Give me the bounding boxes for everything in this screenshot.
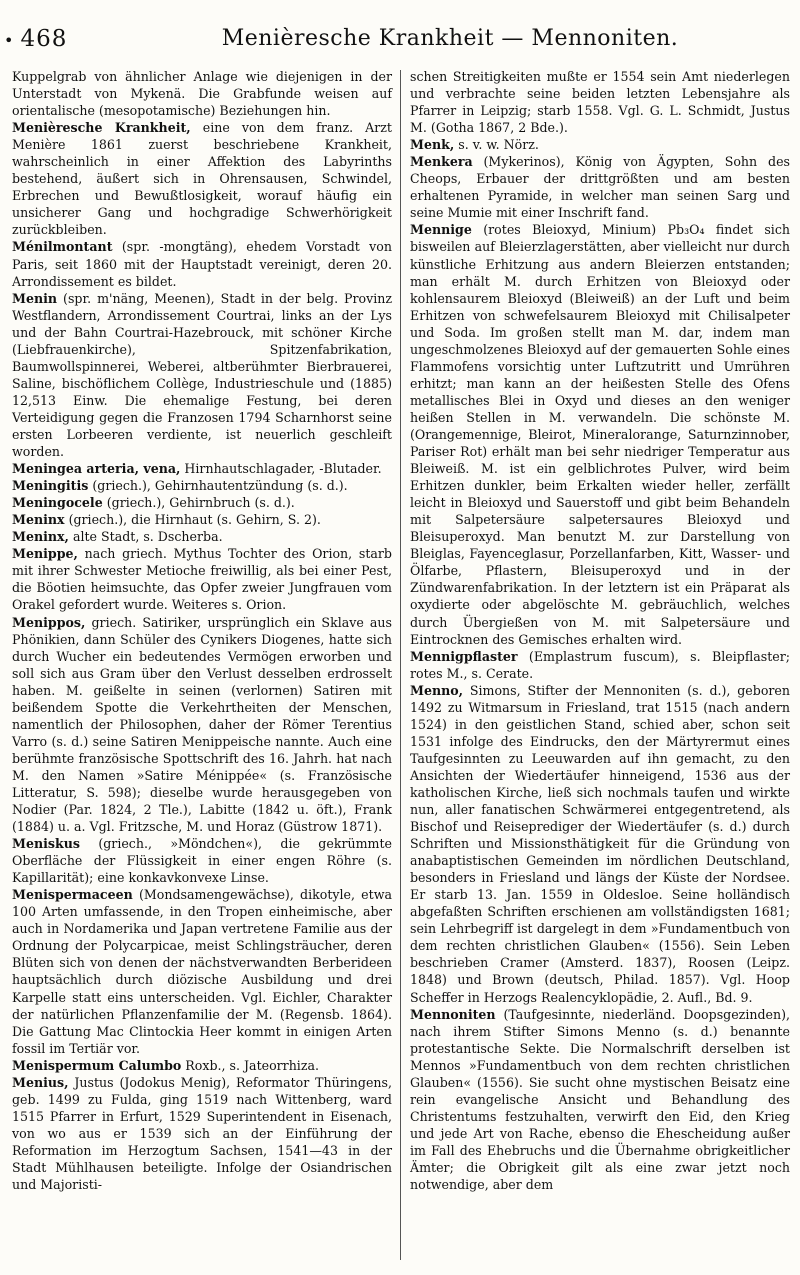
entry-mennoniten: [410, 1006, 790, 1194]
page-number: • 468: [4, 26, 67, 52]
entry-headword: Menispermum Calumbo: [12, 1057, 182, 1073]
entry-meninx-stadt: [12, 528, 392, 545]
entry-continuation: [410, 68, 790, 136]
entry-headword: Menippos,: [12, 614, 86, 630]
entry-text: Justus (Jodokus Menig), Reformator Thüringens, geb. 1499 zu Fulda, ging 1519 nach Wittenberg, ward 1515 Pfarrer in Erfurt, 1529 Superintendent in Eisenach, von wo aus er 1539 sich an der Einführung der Reformation im Herzogtum Sachsen, 1541—43 in der Stadt Mühlhausen beteiligte. Infolge der Osiandrischen und Majoristi-: [12, 1074, 392, 1193]
entry-headword: Mennige: [410, 222, 472, 238]
entry-menno: [410, 682, 790, 1006]
entry-text: alte Stadt, s. Dscherba.: [68, 529, 223, 545]
entry-headword: Meniskus: [12, 836, 80, 852]
column-divider: [400, 70, 401, 1260]
entry-meningitis: [12, 477, 392, 494]
entry-meniskus: [12, 835, 392, 886]
entry-headword: Mennoniten: [410, 1006, 496, 1022]
entry-headword: Meningea arteria, vena,: [12, 461, 181, 477]
entry-headword: Menno,: [410, 682, 464, 698]
entry-menkera: [410, 153, 790, 221]
entry-headword: Menius,: [12, 1074, 69, 1090]
entry-text: Simons, Stifter der Mennoniten (s. d.), geboren 1492 zu Witmarsum in Friesland, trat 1515 (nach andern 1524) in den geistlichen Stand, schied aber, schon seit 1531 infolge des Eindrucks, den der Märtyrermut eines Taufgesinnten zu Leeuwarden auf ihn gemacht, zu den Ansichten der Wiedertäufer hinneigend, 1536 aus der katholischen Kirche, ließ sich nochmals taufen und wirkte nun, aller fanatischen Schwärmerei entgegentretend, als Bischof und Reiseprediger der Wiedertäufer (s. d.) durch Schriften und Missionsthätigkeit für die Gründung von anabaptistischen Gemeinden im nördlichen Deutschland, besonders in Friesland und längs der Küste der Nordsee. Er starb 13. Jan. 1559 in Oldesloe. Seine holländisch abgefaßten Schriften erschienen am vollständigsten 1681; sein Lehrbegriff ist dargelegt in dem »Fundamentbuch von dem rechten christlichen Glauben« (1556). Sein Leben beschrieben Cramer (Amsterd. 1837), Roosen (Leipz. 1848) und Brown (deutsch, Philad. 1857). Vgl. Hoop Scheffer in Herzogs Realencyklopädie, 2. Aufl., Bd. 9.: [410, 682, 790, 1005]
entry-text: (griech.), die Hirnhaut (s. Gehirn, S. 2).: [64, 512, 321, 528]
entry-text: (griech., »Möndchen«), die gekrümmte Oberfläche der Flüssigkeit in einer engen Röhre (s. Kapillarität); eine konkavkonvexe Linse.: [12, 836, 392, 886]
page-header: [0, 22, 800, 58]
entry-headword: Menippe,: [12, 546, 78, 562]
entry-text: (griech.), Gehirnbruch (s. d.).: [102, 495, 295, 511]
entry-text: (spr. -mongtäng), ehedem Vorstadt von Paris, seit 1860 mit der Hauptstadt vereinigt, deren 20. Arrondissement es bildet.: [12, 239, 392, 289]
entry-headword: Meninx,: [12, 529, 69, 545]
entry-continuation: [12, 68, 392, 119]
entry-text: (griech.), Gehirnhautentzündung (s. d.).: [88, 478, 348, 494]
entry-text: Kuppelgrab von ähnlicher Anlage wie diejenigen in der Unterstadt von Mykenä. Die Grabfunde weisen auf orientalische (mesopotamische) Beziehungen hin.: [12, 69, 392, 119]
entry-meningocele: [12, 494, 392, 511]
entry-headword: Menkera: [410, 154, 473, 170]
entry-headword: Meningocele: [12, 495, 103, 511]
entry-text: (Taufgesinnte, niederländ. Doopsgezinden), nach ihrem Stifter Simons Menno (s. d.) benannte protestantische Sekte. Die Normalschrift derselben ist Mennos »Fundamentbuch von dem rechten christlichen Glauben« (1556). Sie sucht ohne mystischen Beisatz eine rein evangelische Ansicht und Behandlung des Christentums festzuhalten, verwirft den Eid, den Krieg und jede Art von Rache, ebenso die Ehescheidung außer im Fall des Ehebruchs und die Übernahme obrigkeitlicher Ämter; die Obrigkeit gilt als eine zwar jetzt noch notwendige, aber dem: [410, 1006, 790, 1193]
entry-menius: [12, 1074, 392, 1193]
entry-menispermum: [12, 1057, 392, 1074]
entry-text: s. v. w. Nörz.: [454, 137, 539, 153]
entry-headword: Ménilmontant: [12, 239, 113, 255]
entry-text: schen Streitigkeiten mußte er 1554 sein Amt niederlegen und verbrachte seine beiden letzten Lebensjahre als Pfarrer in Leipzig; starb 1558. Vgl. G. L. Schmidt, Justus M. (Gotha 1867, 2 Bde.).: [410, 69, 790, 136]
entry-mennige: [410, 221, 790, 647]
left-column: [12, 68, 392, 1193]
entry-meningea: [12, 460, 392, 477]
entry-headword: Menièresche Krankheit,: [12, 120, 191, 136]
entry-menilmontant: [12, 238, 392, 289]
entry-menin: [12, 290, 392, 460]
entry-headword: Menin: [12, 290, 58, 306]
entry-mennigpflaster: [410, 648, 790, 682]
entry-text: Roxb., s. Jateorrhiza.: [181, 1057, 319, 1073]
entry-headword: Menispermaceen: [12, 887, 133, 903]
entry-text: (rotes Bleioxyd, Minium) Pb₃O₄ findet sich bisweilen auf Bleierzlagerstätten, aber vielleicht nur durch künstliche Erhitzung aus andern Bleierzen entstanden; man erhält M. durch Erhitzen von Bleioxyd oder kohlensaurem Bleioxyd (Bleiweiß) an der Luft und beim Erhitzen von schwefelsaurem Bleioxyd mit Chilisalpeter und Soda. Im großen stellt man M. dar, indem man ungeschmolzenes Bleioxyd auf der gemauerten Sohle eines Flammofens vorsichtig unter Luftzutritt und Umrühren erhitzt; man kann an der heißesten Stelle des Ofens metallisches Blei in Oxyd und dieses an den weniger heißen Stellen in M. verwandeln. Die schönste M. (Orangemennige, Bleirot, Mineralorange, Saturnzinnober, Pariser Rot) erhält man bei sehr niedriger Temperatur aus Bleiweiß. M. ist ein gelblichrotes Pulver, wird beim Erhitzen dunkler, beim Erkalten wieder heller, zerfällt leicht in Bleioxyd und Sauerstoff und gibt beim Behandeln mit Salpetersäure salpetersaures Bleioxyd und Bleisuperoxyd. Man benutzt M. zur Darstellung von Bleiglas, Fayenceglasur, Porzellanfarben, Kitt, Wasser- und Ölfarbe, Pflastern, Bleisuperoxyd und in der Zündwarenfabrikation. In der letztern ist ein Präparat als oxydierte oder abgelöschte M. gebräuchlich, welches durch Übergießen von M. mit Salpetersäure und Eintrocknen des Gemisches erhalten wird.: [410, 222, 790, 647]
right-column: [410, 68, 790, 1193]
entry-text: (spr. m'näng, Meenen), Stadt in der belg. Provinz Westflandern, Arrondissement Courtrai, links an der Lys und der Bahn Courtrai-Hazebrouck, mit schöner Kirche (Liebfrauenkirche), Spitzenfabrikation, Baumwollspinnerei, Weberei, altberühmter Bierbrauerei, Saline, bischöflichem Collège, Industrieschule und (1885) 12,513 Einw. Die ehemalige Festung, bei deren Verteidigung gegen die Franzosen 1794 Scharnhorst seine ersten Lorbeeren verdiente, ist neuerlich geschleift worden.: [12, 290, 392, 460]
entry-menk: [410, 136, 790, 153]
entry-headword: Meninx: [12, 512, 65, 528]
entry-text: eine von dem franz. Arzt Menière 1861 zuerst beschriebene Krankheit, wahrscheinlich in einer Affektion des Labyrinths bestehend, äußert sich in Ohrensausen, Schwindel, Erbrechen und Bewußtlosigkeit, worauf häufig ein unsicherer Gang und hochgradige Schwerhörigkeit zurückbleiben.: [12, 120, 392, 238]
entry-menippe: [12, 545, 392, 613]
entry-headword: Mennigpflaster: [410, 648, 518, 664]
entry-text: griech. Satiriker, ursprünglich ein Sklave aus Phönikien, dann Schüler des Cynikers Diogenes, hatte sich durch Wucher ein bedeutendes Vermögen erworben und soll sich aus Gram über den Verlust desselben erdrosselt haben. M. geißelte in seinen (verlornen) Satiren mit beißendem Spotte die Verkehrtheiten der Menschen, namentlich der Philosophen, daher der Römer Terentius Varro (s. d.) seine Satiren Menippeische nannte. Auch eine berühmte französische Spottschrift des 16. Jahrh. hat nach M. den Namen »Satire Ménippée« (s. Französische Litteratur, S. 598); dieselbe wurde herausgegeben von Nodier (Par. 1824, 2 Tle.), Labitte (1842 u. öft.), Frank (1884) u. a. Vgl. Fritzsche, M. und Horaz (Güstrow 1871).: [12, 614, 392, 835]
entry-text: (Mykerinos), König von Ägypten, Sohn des Cheops, Erbauer der drittgrößten und am besten erhaltenen Pyramide, in welcher man seinen Sarg und seine Mumie mit einer Inschrift fand.: [410, 154, 790, 221]
entry-headword: Menk,: [410, 137, 455, 153]
entry-text: (Emplastrum fuscum), s. Bleipflaster; rotes M., s. Cerate.: [410, 648, 790, 681]
entry-text: nach griech. Mythus Tochter des Orion, starb mit ihrer Schwester Metioche freiwillig, als bei einer Pest, die Böotien heimsuchte, das Opfer zweier Jungfrauen vom Orakel gefordert wurde. Weiteres s. Orion.: [12, 546, 392, 613]
entry-text: Hirnhautschlagader, -Blutader.: [180, 461, 382, 477]
entry-menieresche-krankheit: [12, 119, 392, 238]
running-head: Menièresche Krankheit — Mennoniten.: [221, 26, 679, 51]
entry-headword: Meningitis: [12, 478, 89, 494]
entry-text: (Mondsamengewächse), dikotyle, etwa 100 Arten umfassende, in den Tropen einheimische, aber auch in Nordamerika und Japan vertretene Familie aus der Ordnung der Polycarpicae, meist Schlingsträucher, deren Blüten sich von denen der nächstverwandten Berberideen hauptsächlich durch diözische Ausbildung und drei Karpelle statt eins unterscheiden. Vgl. Eichler, Charakter der natürlichen Pflanzenfamilie der M. (Regensb. 1864). Die Gattung Mac Clintockia Heer kommt in einigen Arten fossil im Tertiär vor.: [12, 887, 392, 1056]
entry-menippos: [12, 614, 392, 836]
entry-menispermaceen: [12, 886, 392, 1056]
entry-meninx: [12, 511, 392, 528]
